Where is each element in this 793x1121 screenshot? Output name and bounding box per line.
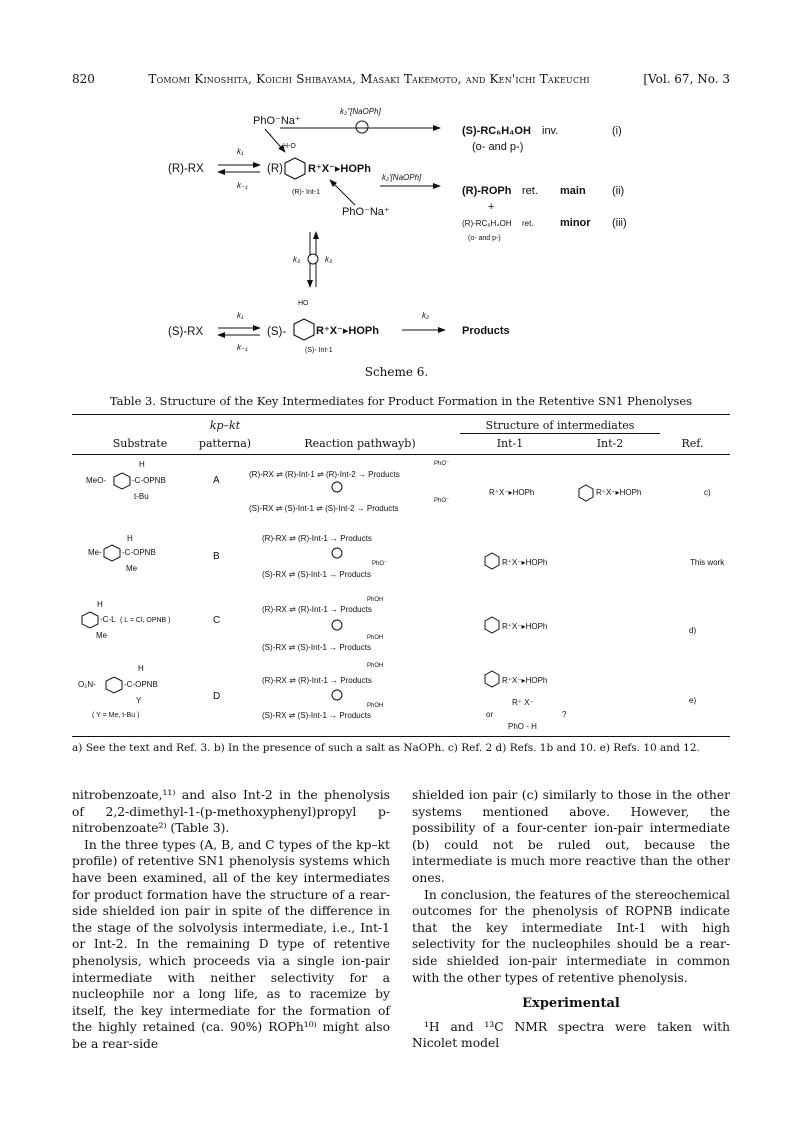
table-row-a [86,460,711,513]
prod-ii-num: (ii) [612,185,625,197]
row-a-racemization-icon [332,482,342,492]
k1-top: k₁ [237,147,244,156]
row-c-ref: d) [689,626,697,635]
row-c-sub-right: -C-L [100,615,116,624]
row-b-sub-bottom: Me [126,564,138,573]
row-c-path-r: (R)-RX ⇌ (R)-Int-1 → Products [262,605,372,614]
row-a-nucleophile-r: PhO⁻ [434,461,450,467]
row-c-path-s: (S)-RX ⇌ (S)-Int-1 → Products [262,643,371,652]
k2-label: k₂ [422,311,430,320]
table-bottom-rule [72,736,730,737]
plus-sign: + [488,201,495,213]
table-row-d [78,663,696,731]
r-rx: (R)-RX [168,163,204,175]
row-a-path-s: (S)-RX ⇌ (S)-Int-1 ⇌ (S)-Int-2 → Products [249,504,399,513]
right-column [412,787,730,1052]
s-label: (S)- [267,326,287,338]
ion-pair-s: R⁺X⁻▸HOPh [316,325,379,337]
row-a-sub-right: -C-OPNB [132,476,166,485]
scheme-caption: Scheme 6. [364,365,429,379]
prod-iii-amount: minor [560,217,591,229]
row-c-nucleophile-r: PhOH [367,597,384,603]
prod-iii: (R)-RC₆H₄OH [462,219,512,228]
row-a-path-r: (R)-RX ⇌ (R)-Int-1 ⇌ (R)-Int-2 → Products [249,470,400,479]
row-d-pattern: D [213,691,221,702]
page-number: 820 [72,72,95,86]
row-a-int1: R⁺X⁻▸HOPh [489,488,535,497]
right-paragraph-2: In conclusion, the features of the stereochemical outcomes for the phenolysis of ROPNB indicate that the key intermediate Int-1 with high selectivity for the nucleophiles should be a rear-side shielded ion-pair intermediate in common with the other types of retentive phenolysis. [412,887,730,985]
th-structure: Structure of intermediates [485,419,635,432]
row-d-sub-right: -C-OPNB [124,680,158,689]
row-b-int1: R⁺X⁻▸HOPh [502,558,548,567]
row-a-sub-left: MeO- [86,476,106,485]
prod-ii: (R)-ROPh [462,185,512,197]
row-a-ring [114,473,130,489]
prod-iii-sub: (o- and p-) [468,235,501,242]
th-int1: Int-1 [496,437,524,450]
row-d-nucleophile-r: PhOH [367,663,384,669]
right-paragraph-3: ¹H and ¹³C NMR spectra were taken with Nicolet model [412,1019,730,1051]
th-int2: Int-2 [596,437,624,450]
products-label: Products [462,325,510,337]
row-c-ring [82,612,98,628]
row-d-racemization-icon [332,690,342,700]
prod-iii-stereo: ret. [522,219,534,228]
benzene-ring-s [294,319,314,340]
km1-top: k₋₁ [237,181,248,190]
k3-left: k₃ [293,255,301,264]
row-d-int1: R⁺X⁻▸HOPh [502,676,548,685]
r-int1-label: (R)- Int-1 [292,189,320,196]
phenol-ring-k3 [308,254,318,264]
table-sub-rule [460,433,660,434]
row-d-path-s: (S)-RX ⇌ (S)-Int-1 → Products [262,711,371,720]
row-d-sub-note: ( Y = Me, t-Bu ) [92,712,140,719]
prod-i-stereo: inv. [542,125,559,137]
k1-bottom: k₁ [237,311,244,320]
row-a-int2-ring [579,485,593,501]
s-rx: (S)-RX [168,326,204,338]
row-c-sub-bottom: Me [96,631,108,640]
prod-iii-num: (iii) [612,217,627,229]
table-row-c [82,597,696,652]
row-d-sub-left: O₂N- [78,680,96,689]
row-d-alt-q: ? [562,710,567,719]
ho-label: H-O [283,143,296,150]
ion-pair-r: R⁺X⁻▸HOPh [308,163,371,175]
row-b-sub-right: -C-OPNB [122,548,156,557]
row-d-ring [106,677,122,693]
row-c-sub-top: H [97,600,103,609]
scheme-6 [150,102,650,357]
ho2-label: HO [298,300,309,307]
section-title-experimental: Experimental [522,996,620,1012]
row-a-sub-top: H [139,460,145,469]
running-header [72,72,730,86]
row-a-sub-bottom: t-Bu [134,492,149,501]
row-a-nucleophile-s: PhO⁻ [434,498,450,504]
prod-ii-stereo: ret. [522,185,538,197]
row-d-sub-top: H [138,664,144,673]
left-paragraph-2: In the three types (A, B, and C types of the kp–kt profile) of retentive SN1 phenolysis systems which have been examined, all of the key intermediates for product formation have the structure of a rear-side shielded ion pair in spite of the difference in the stage of the solvolysis intermediate, i.e., Int-1 or Int-2. In the remaining D type of retentive phenolysis, which proceeds via a single ion-pair intermediate with neither selectivity for a nucleophile nor a long life, as to racemize by itself, the key intermediate for the formation of the highly retained (ca. 90%) ROPh¹⁰⁾ might also be a rear-side [72,837,390,1051]
row-d-int1-ring [485,671,499,687]
prod-i: (S)-RC₆H₄OH [462,125,531,137]
r-label: (R) [267,163,283,175]
volume-info: [Vol. 67, No. 3 [643,72,730,86]
row-d-alt-top: R⁺ X⁻ [512,698,534,707]
table-caption: Table 3. Structure of the Key Intermediates for Product Formation in the Retentive SN1 Phenolyses [109,394,693,408]
row-b-path-r: (R)-RX ⇌ (R)-Int-1 → Products [262,534,372,543]
row-b-racemization-icon [332,548,342,558]
k2-naoph-mid: k₂'[NaOPh] [382,173,422,182]
th-pattern: patterna) [198,437,252,450]
left-column [72,787,390,1053]
row-b-sub-left: Me- [88,548,102,557]
table-body [72,455,730,737]
prod-i-sub: (o- and p-) [472,141,524,153]
row-d-sub-bottom: Y [136,696,142,705]
row-d-ref: e) [689,696,697,705]
row-d-alt-bottom: PhO - H [508,722,537,731]
row-b-nucleophile: PhO⁻ [372,561,388,567]
phenol-ring-top [356,121,368,133]
row-b-ref: This work [690,558,725,567]
row-c-sub-note: ( L = Cl, OPNB ) [120,617,171,624]
prod-ii-amount: main [560,185,586,197]
phona-mid: PhO⁻Na⁺ [342,206,390,218]
row-d-alt-or: or [486,710,494,719]
row-c-nucleophile-s: PhOH [367,635,384,641]
km1-bottom: k₋₁ [237,343,248,352]
row-b-int1-ring [485,553,499,569]
row-d-nucleophile-s: PhOH [367,703,384,709]
k2-naoph-top: k₂''[NaOPh] [340,107,381,116]
row-b-pattern: B [213,551,220,562]
table-row-b [88,534,725,579]
s-int1-label: (S)- Int-1 [305,347,333,354]
row-b-ring [104,545,120,561]
right-paragraph-1: shielded ion pair (c) similarly to those in the other systems mentioned above. However, the possibility of a four-center ion-pair intermediate (b) could not be ruled out, because the intermediate is much more reactive than the other ones. [412,788,730,885]
th-kpkt-top: kp–kt [209,419,241,432]
author-line: Tomomi Kinoshita, Koichi Shibayama, Masaki Takemoto, and Ken'ichi Takeuchi [148,72,590,86]
row-d-path-r: (R)-RX ⇌ (R)-Int-1 → Products [262,676,372,685]
th-substrate: Substrate [112,437,168,450]
th-ref: Ref. [681,437,704,450]
row-c-int1-ring [485,617,499,633]
phona-top: PhO⁻Na⁺ [253,115,301,127]
row-c-racemization-icon [332,620,342,630]
table-footnotes: a) See the text and Ref. 3. b) In the presence of such a salt as NaOPh. c) Ref. 2 d) Refs. 1b and 10. e) Refs. 10 and 12. [72,742,700,754]
table-top-rule [72,414,730,415]
k3-right: k₃ [325,255,333,264]
benzene-ring-r [285,158,305,179]
row-c-pattern: C [213,615,221,626]
row-a-pattern: A [213,475,220,486]
row-c-int1: R⁺X⁻▸HOPh [502,622,548,631]
row-a-int2: R⁺X⁻▸HOPh [596,488,642,497]
left-paragraph-1: nitrobenzoate,¹¹⁾ and also Int-2 in the phenolysis of 2,2-dimethyl-1-(p-methoxyphenyl)propyl p-nitrobenzoate²⁾ (Table 3). [72,788,390,836]
row-b-sub-top: H [127,534,133,543]
th-pathway: Reaction pathwayb) [304,437,416,450]
row-a-ref: c) [704,488,711,497]
prod-i-num: (i) [612,125,622,137]
row-b-path-s: (S)-RX ⇌ (S)-Int-1 → Products [262,570,371,579]
